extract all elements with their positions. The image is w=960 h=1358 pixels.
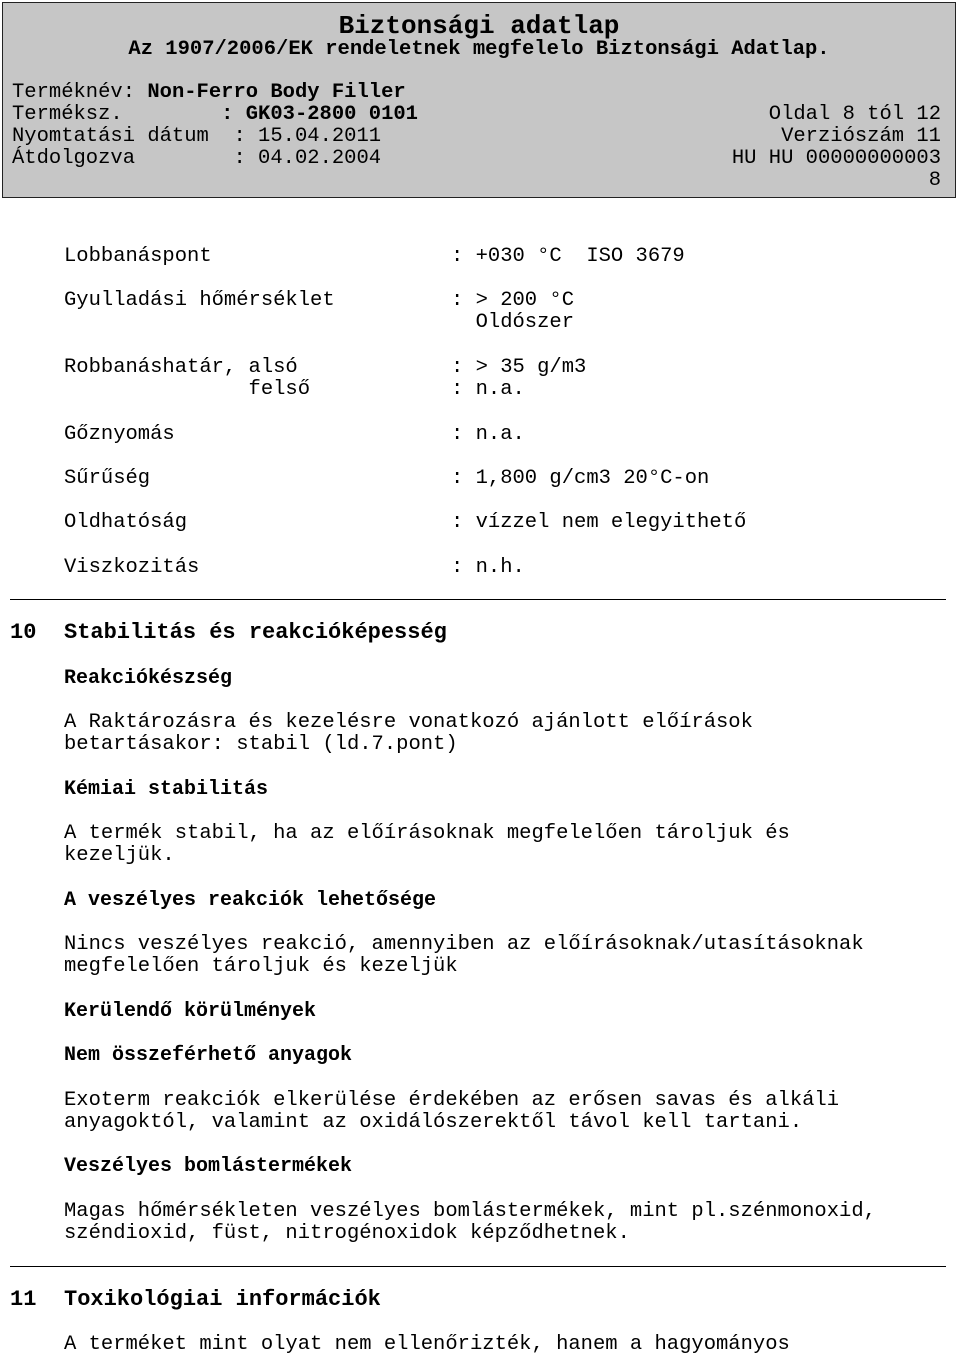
paragraph-line: kezeljük. <box>64 844 175 867</box>
property-label-upper: felső <box>64 378 311 401</box>
product-number-row <box>12 104 418 126</box>
property-label: Robbanáshatár, alsó <box>64 356 298 379</box>
property-value: : 1,800 g/cm3 20°C-on <box>451 467 710 490</box>
paragraph-line: A terméket mint olyat nem ellenőrizték, hanem a hagyományos <box>64 1333 790 1356</box>
region-code: HU HU 00000000003 <box>731 147 941 170</box>
property-value-upper: : n.a. <box>451 378 525 401</box>
property-value: : > 35 g/m3 <box>451 356 587 379</box>
property-value: : > 200 °C <box>451 289 575 312</box>
paragraph-line: anyagoktól, valamint az oxidálószerektől távol kell tartani. <box>64 1111 803 1134</box>
page-number: Oldal 8 tól 12 <box>768 103 941 126</box>
section-number: 11 <box>10 1287 37 1312</box>
product-name-row <box>12 82 406 104</box>
paragraph-line: Magas hőmérsékleten veszélyes bomlástermékek, mint pl.szénmonoxid, <box>64 1200 876 1223</box>
section-10-heading <box>10 620 447 646</box>
product-number-separator: : <box>221 103 246 126</box>
paragraph-line: megfelelően tároljuk és kezeljük <box>64 955 458 978</box>
paragraph-line: betartásakor: stabil (ld.7.pont) <box>64 733 458 756</box>
subsection-heading: Veszélyes bomlástermékek <box>64 1155 353 1178</box>
property-label: Viszkozitás <box>64 556 200 579</box>
paragraph-line: A termék stabil, ha az előírásoknak megfelelően tároljuk és <box>64 822 790 845</box>
version-number: Verziószám 11 <box>781 125 941 148</box>
property-label: Lobbanáspont <box>64 245 212 268</box>
subsection-heading: Reakciókészség <box>64 667 233 690</box>
print-date: : 15.04.2011 <box>233 125 382 148</box>
property-label: Gőznyomás <box>64 423 175 446</box>
property-label: Oldhatóság <box>64 511 188 534</box>
paragraph-line: Exoterm reakciók elkerülése érdekében az erősen savas és alkáli <box>64 1089 840 1112</box>
property-value: : n.a. <box>451 423 525 446</box>
section-number: 10 <box>10 620 37 645</box>
section-11-heading <box>10 1287 381 1313</box>
document-title: Biztonsági adatlap <box>338 11 620 41</box>
property-value: : +030 °C ISO 3679 <box>451 245 685 268</box>
product-name: Non-Ferro Body Filler <box>147 81 406 104</box>
revised-row <box>12 148 381 170</box>
property-label: Gyulladási hőmérséklet <box>64 289 335 312</box>
print-date-row <box>12 126 381 148</box>
document-header <box>2 2 956 198</box>
paragraph-line: Nincs veszélyes reakció, amennyiben az előírásoknak/utasításoknak <box>64 933 864 956</box>
product-number-label: Terméksz. <box>12 103 123 126</box>
subsection-heading: Nem összeférhető anyagok <box>64 1044 353 1067</box>
section-divider <box>10 1266 946 1267</box>
product-name-label: Terméknév: <box>12 81 136 104</box>
property-value-note: Oldószer <box>451 311 575 334</box>
subsection-heading: Kémiai stabilitás <box>64 778 269 801</box>
section-title: Toxikológiai információk <box>64 1287 381 1312</box>
section-title: Stabilitás és reakcióképesség <box>64 620 447 645</box>
revised-date: : 04.02.2004 <box>233 147 382 170</box>
subsection-heading: A veszélyes reakciók lehetősége <box>64 889 437 912</box>
paragraph-line: széndioxid, füst, nitrogénoxidok képződhetnek. <box>64 1222 630 1245</box>
section-divider <box>10 599 946 600</box>
print-date-label: Nyomtatási dátum <box>12 125 209 148</box>
document-subtitle: Az 1907/2006/EK rendeletnek megfelelo Biztonsági Adatlap. <box>128 38 830 61</box>
revised-label: Átdolgozva <box>12 147 136 170</box>
region-code-continued: 8 <box>928 169 941 192</box>
property-value: : n.h. <box>451 556 525 579</box>
property-label: Sűrűség <box>64 467 151 490</box>
property-value: : vízzel nem elegyithető <box>451 511 747 534</box>
paragraph-line: A Raktározásra és kezelésre vonatkozó ajánlott előírások <box>64 711 753 734</box>
product-number: GK03-2800 0101 <box>245 103 418 126</box>
subsection-heading: Kerülendő körülmények <box>64 1000 317 1023</box>
